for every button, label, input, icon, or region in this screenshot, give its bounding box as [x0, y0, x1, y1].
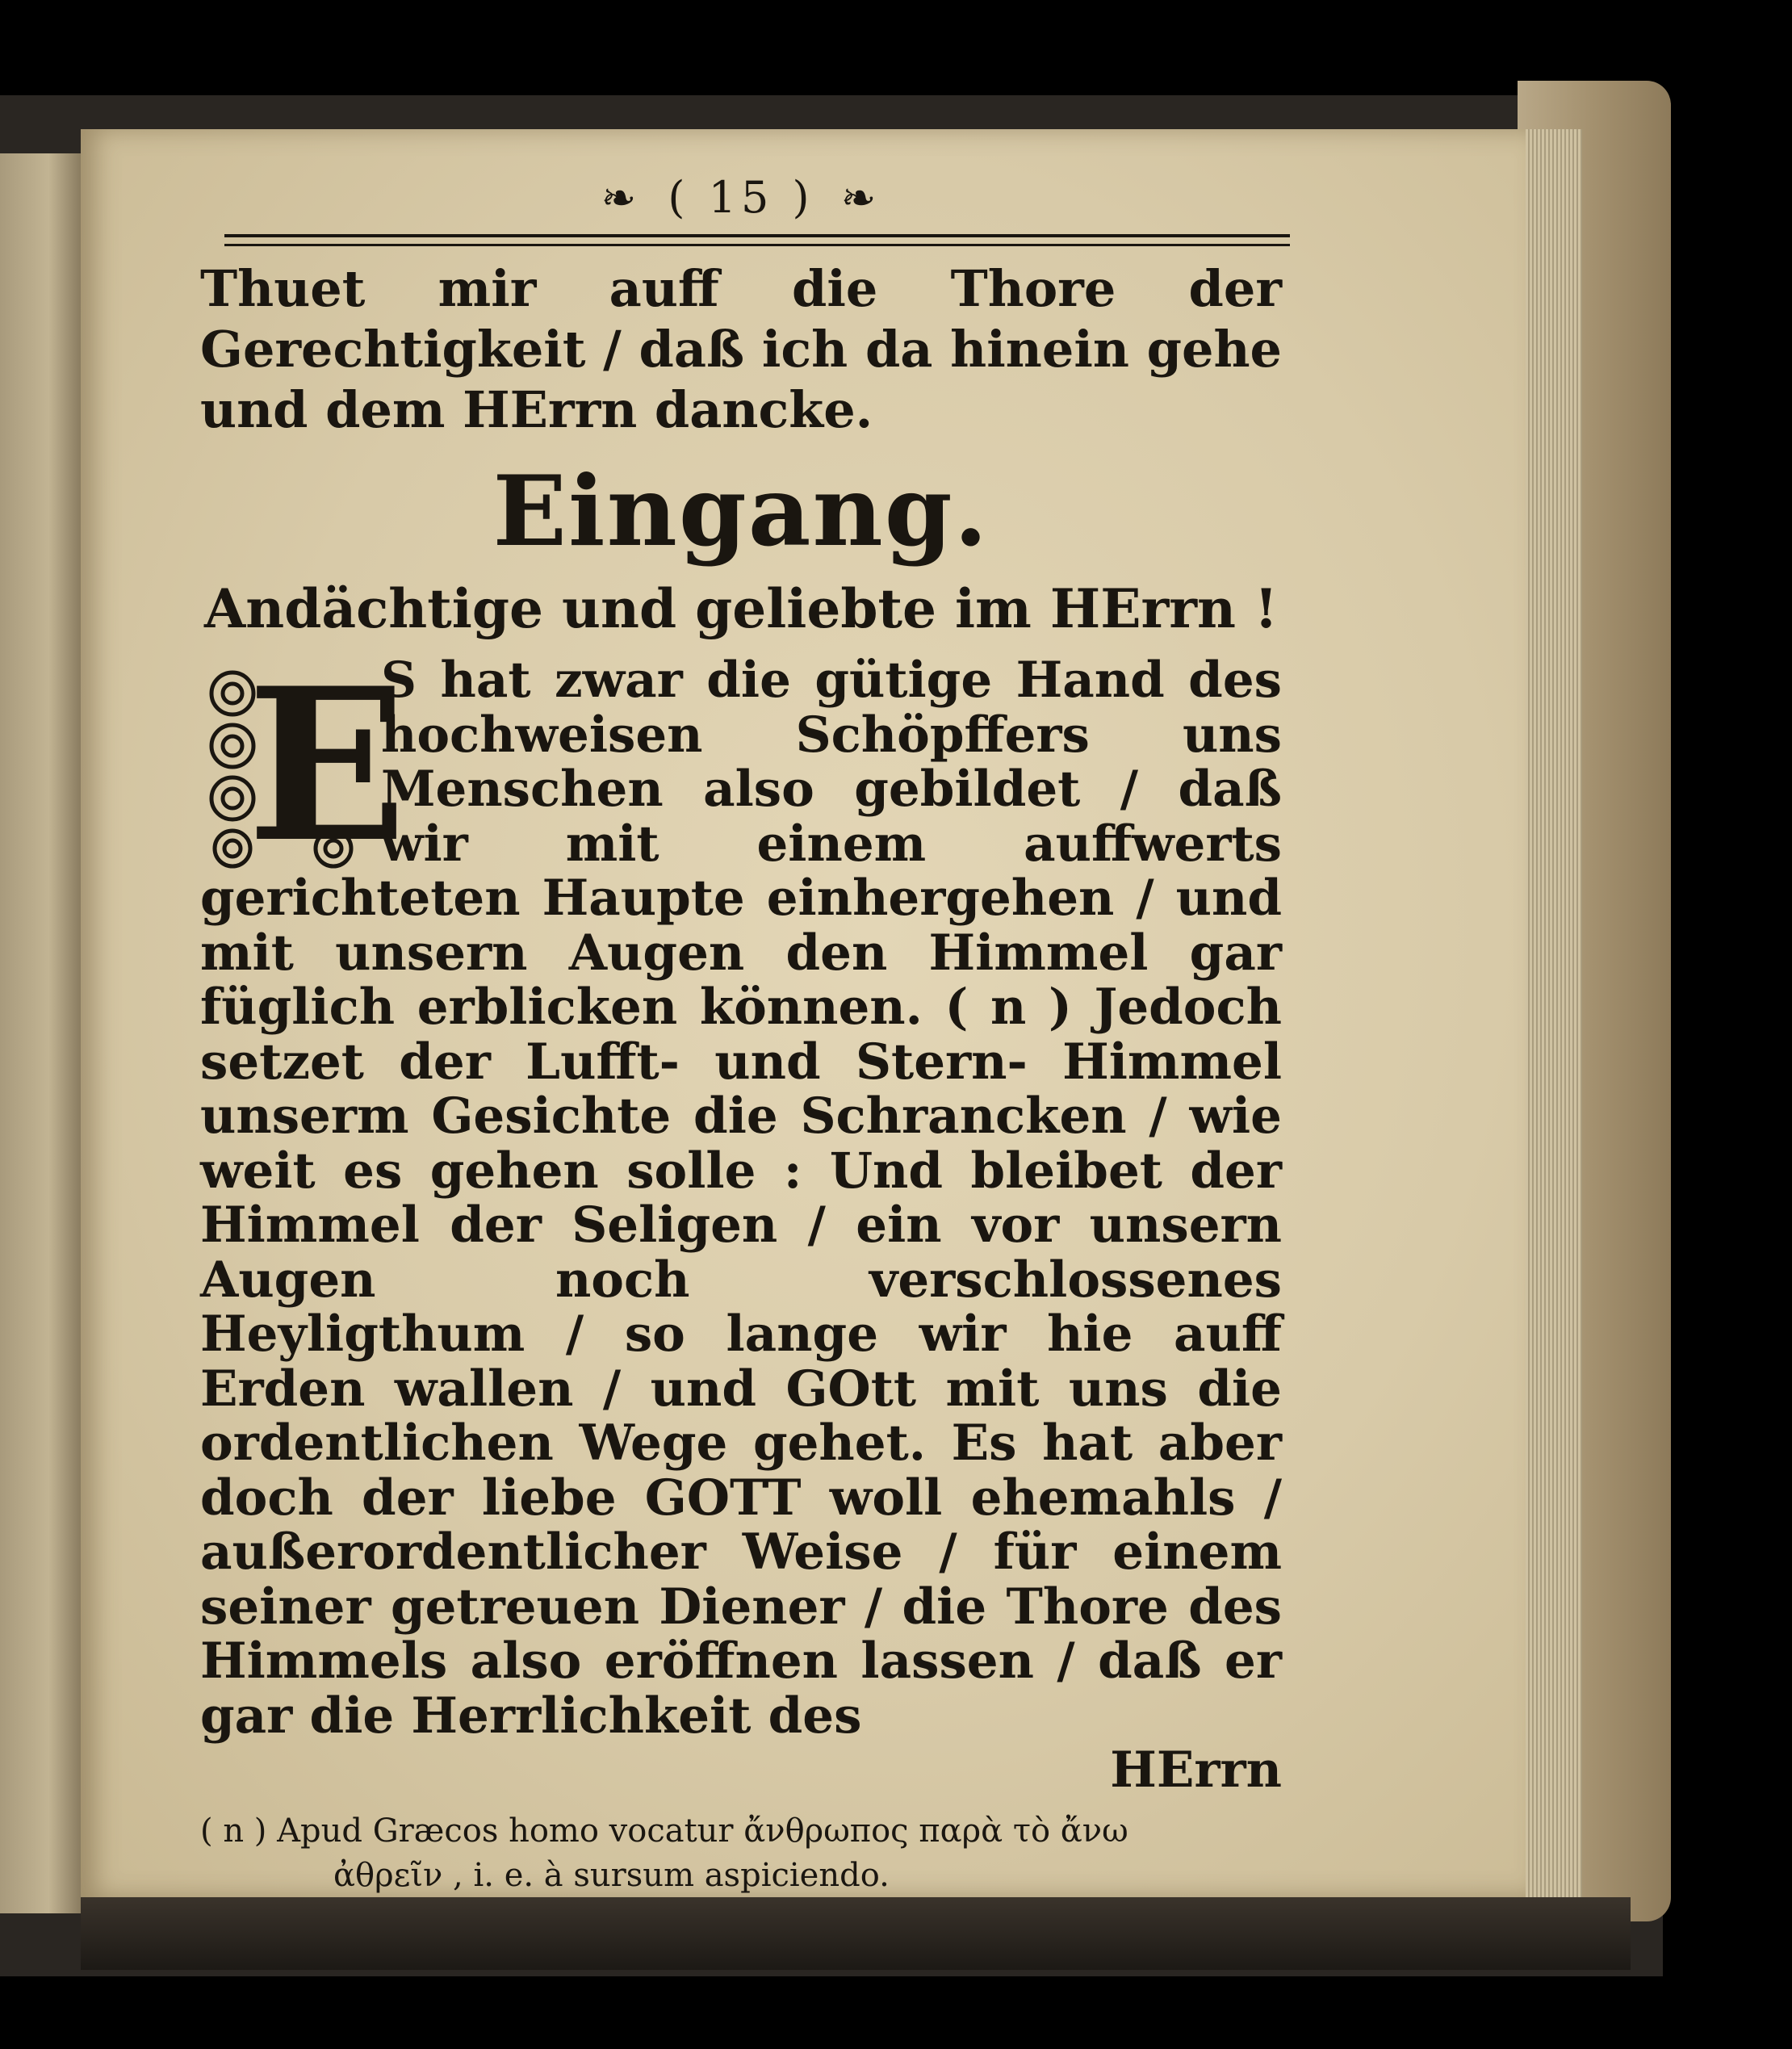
catchword: HErrn: [1110, 1741, 1282, 1799]
decorated-initial: [200, 643, 408, 889]
leaf-ornament-icon: ❧: [601, 174, 642, 223]
page-text: [200, 170, 1282, 1898]
footnote-line-2: ἀθρεῖν , i. e. à sursum aspiciendo.: [333, 1857, 890, 1894]
salutation: Andächtige und geliebte im HErrn !: [204, 577, 1278, 640]
footnote: [200, 1809, 1282, 1898]
footnote-line-1: ( n ) Apud Græcos homo vocatur ἄνθρωπος παρὰ τὸ ἄνω: [200, 1812, 1128, 1850]
page-number: ( 15 ): [668, 172, 814, 223]
bible-verse: Thuet mir auff die Thore der Gerechtigkeit / daß ich da hinein gehe und dem HErrn dancke.: [200, 259, 1282, 439]
body-paragraph: S hat zwar die gütige Hand des hochweisen Schöpffers uns Menschen also gebildet / daß wir mit einem auffwerts gerichteten Haupte einhergehen / und mit unsern Augen den Himmel gar füglich erblicken können. ( n ) Jedoch setzet der Lufft- und Stern- Himmel unserm Gesichte die Schrancken / wie weit es gehen solle : Und bleibet der Himmel der Seligen / ein vor unsern Augen noch verschlossenes Heyligthum / so lange wir hie auff Erden wallen / und GOtt mit uns die ordentlichen Wege gehet. Es hat aber doch der liebe GOTT woll ehemahls / außerordentlicher Weise / für einem seiner getreuen Diener / die Thore des Himmels also eröffnen lassen / daß er gar die Herrlichkeit des: [200, 652, 1282, 1745]
leaf-ornament-icon: ❧: [840, 174, 881, 223]
drop-cap-letter: E: [247, 643, 408, 889]
page-header: [200, 170, 1282, 226]
body-section: [200, 643, 1282, 1799]
section-heading: Eingang.: [492, 455, 990, 568]
facing-page-edge: [0, 153, 81, 1913]
book-bottom-edge: [81, 1897, 1631, 1970]
